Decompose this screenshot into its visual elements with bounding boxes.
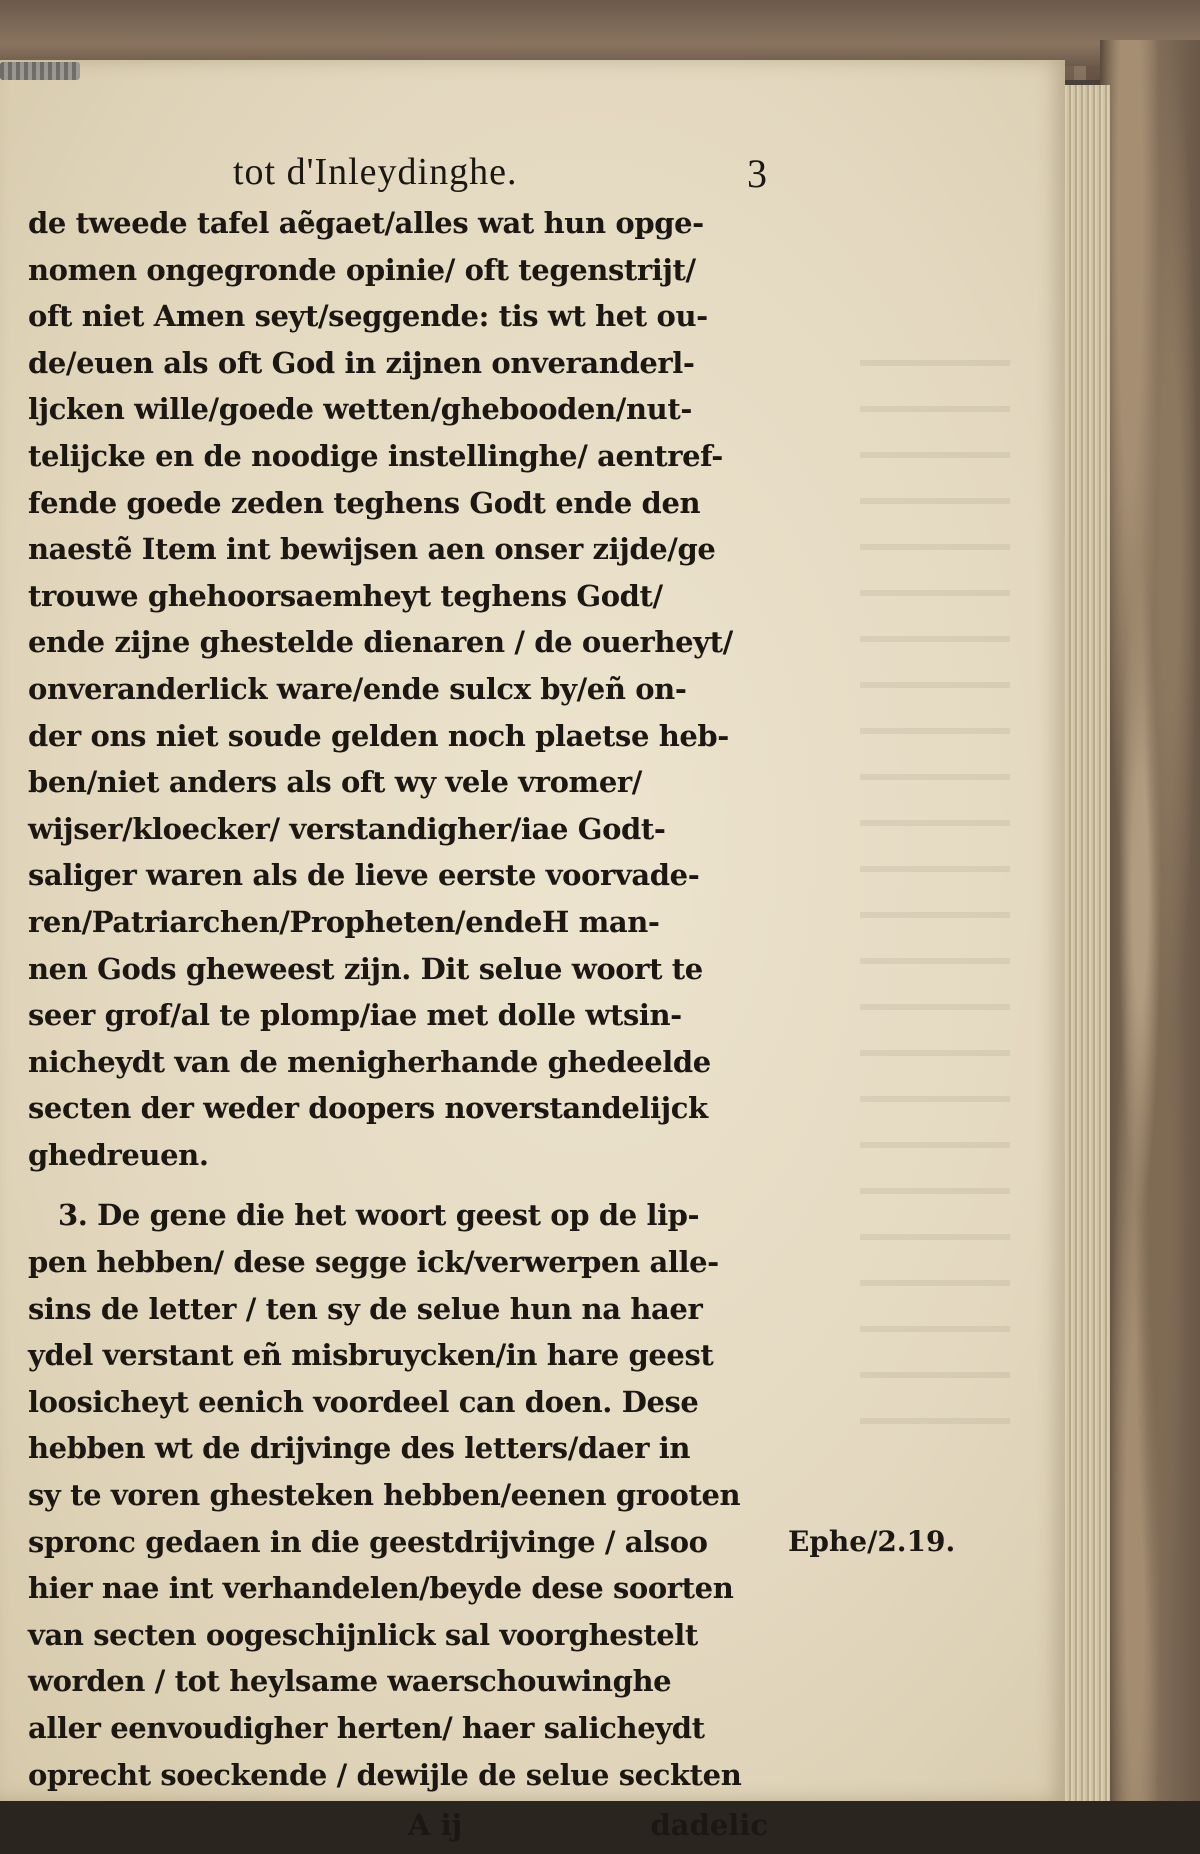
catchword: dadelic <box>650 1808 768 1843</box>
marbled-cover <box>1100 40 1200 1801</box>
text-line: telijcke en de noodige instellinghe/ aentref- <box>28 438 723 473</box>
running-head-title: tot d'Inleydinghe. <box>233 151 518 193</box>
paragraph-start-line: 3. De gene die het woort geest op de lip- <box>58 1198 700 1233</box>
text-line: ren/Patriarchen/Propheten/endeH man- <box>28 904 660 939</box>
text-line: ghedreuen. <box>28 1137 209 1172</box>
bleed-through-shadow <box>860 360 1010 1460</box>
text-line: hebben wt de drijvinge des letters/daer in <box>28 1431 691 1466</box>
page-number: 3 <box>747 151 768 196</box>
text-line: der ons niet soude gelden noch plaetse heb- <box>28 718 729 753</box>
text-line: oft niet Amen seyt/seggende: tis wt het ou- <box>28 299 708 334</box>
text-line: naestẽ Item int bewijsen aen onser zijde/ge <box>28 532 716 567</box>
text-line: de tweede tafel aẽgaet/alles wat hun opge- <box>28 206 704 240</box>
text-line: seer grof/al te plomp/iae met dolle wtsin- <box>28 998 682 1033</box>
text-line: van secten oogeschijnlick sal voorghestelt <box>28 1617 698 1652</box>
signature-mark: A ij <box>408 1808 463 1843</box>
text-line: worden / tot heylsame waerschouwinghe <box>28 1664 672 1699</box>
running-head <box>28 150 768 200</box>
text-line: oprecht soeckende / dewijle de selue seckten <box>28 1757 742 1792</box>
text-line: spronc gedaen in die geestdrijvinge / alsoo <box>28 1524 708 1559</box>
text-line: aller eenvoudigher herten/ haer salicheydt <box>28 1711 705 1745</box>
margin-note: Ephe/2.19. <box>788 1525 956 1558</box>
text-line: nicheydt van de menigherhande ghedeelde <box>28 1044 711 1079</box>
text-line: ben/niet anders als oft wy vele vromer/ <box>28 765 642 800</box>
text-line: de/euen als oft God in zijnen onveranderl- <box>28 345 695 380</box>
text-line: wijser/kloecker/ verstandigher/iae Godt- <box>28 811 666 846</box>
text-line: saliger waren als de lieve eerste voorvade- <box>28 858 700 893</box>
text-line: trouwe ghehoorsaemheyt teghens Godt/ <box>28 578 663 613</box>
clasp-wire <box>0 62 80 80</box>
text-line: sins de letter / ten sy de selue hun na haer <box>28 1291 703 1326</box>
text-line: hier nae int verhandelen/beyde dese soorten <box>28 1571 734 1606</box>
text-block <box>28 150 768 1854</box>
text-line: onveranderlick ware/ende sulcx by/eñ on- <box>28 671 687 706</box>
text-line: ljcken wille/goede wetten/ghebooden/nut- <box>28 392 692 427</box>
text-line: fende goede zeden teghens Godt ende den <box>28 485 701 520</box>
text-line: nomen ongegronde opinie/ oft tegenstrijt/ <box>28 252 696 287</box>
text-line: pen hebben/ dese segge ick/verwerpen alle- <box>28 1245 719 1280</box>
catchline <box>28 1804 768 1854</box>
text-line: nen Gods gheweest zijn. Dit selue woort te <box>28 951 703 986</box>
text-line: ende zijne ghestelde dienaren / de ouerheyt/ <box>28 625 733 660</box>
text-line: secten der weder doopers noverstandelijck <box>28 1091 708 1126</box>
text-line: loosicheyt eenich voordeel can doen. Dese <box>28 1384 699 1419</box>
text-line: ydel verstant eñ misbruycken/in hare geest <box>28 1338 714 1373</box>
text-line: sy te voren ghesteken hebben/eenen grooten <box>28 1478 741 1513</box>
